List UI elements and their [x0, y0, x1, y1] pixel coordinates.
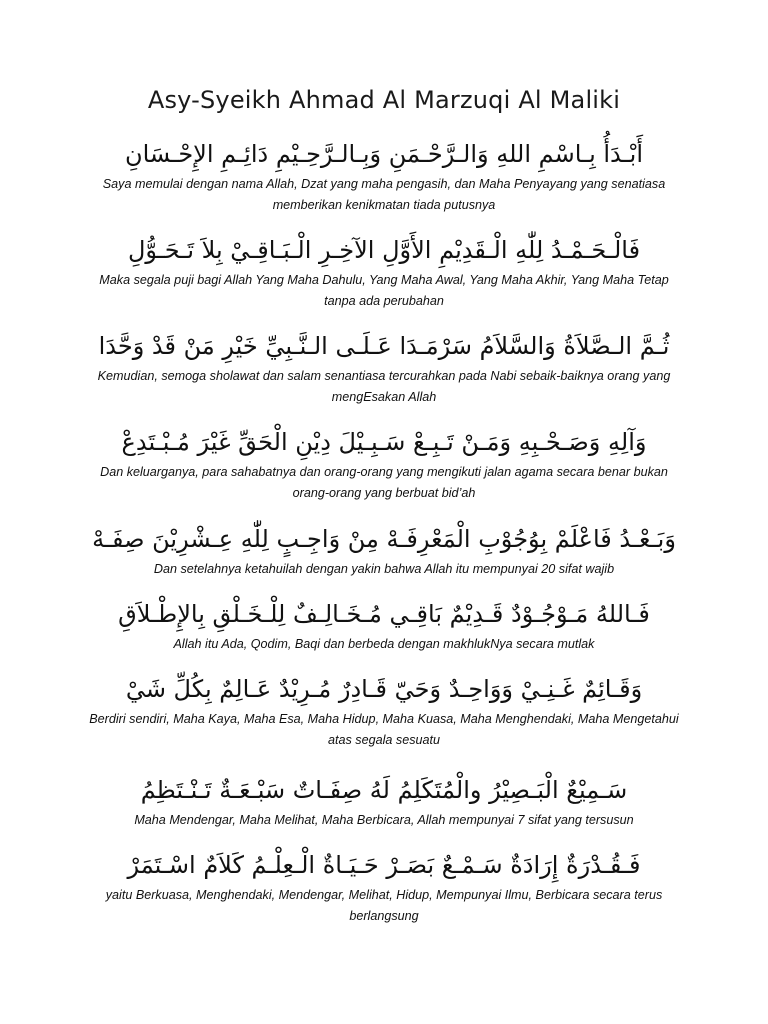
verse-6 — [84, 596, 684, 655]
verse-translation: Berdiri sendiri, Maha Kaya, Maha Esa, Maha Hidup, Maha Kuasa, Maha Menghendaki, Maha Mengetahui atas segala sesuatu — [89, 712, 679, 747]
page-title: Asy-Syeikh Ahmad Al Marzuqi Al Maliki — [147, 86, 621, 114]
verse-arabic-text: فَـاللهُ مَـوْجُـوْدٌ قَـدِيْمٌ بَاقِـي مُـخَـالِـفٌ لِلْـخَـلْقِ بِالإِطْـلاَقِ — [118, 600, 650, 628]
verse-translation: yaitu Berkuasa, Menghendaki, Mendengar, Melihat, Hidup, Mempunyai Ilmu, Berbicara secara terus berlangsung — [105, 888, 663, 923]
verse-arabic-text: وَآلِهِ وَصَـحْـبِهِ وَمَـنْ تَـبِـعْ سَـبِـيْلَ دِيْنِ الْحَقِّ غَيْرَ مُـبْـتَدِعْ — [121, 428, 647, 456]
verse-1 — [84, 136, 684, 216]
verse-translation: Maka segala puji bagi Allah Yang Maha Dahulu, Yang Maha Awal, Yang Maha Akhir, Yang Maha Tetap tanpa ada perubahan — [99, 273, 669, 308]
verse-translation: Allah itu Ada, Qodim, Baqi dan berbeda dengan makhlukNya secara mutlak — [173, 637, 595, 651]
verse-translation: Dan setelahnya ketahuilah dengan yakin bahwa Allah itu mempunyai 20 sifat wajib — [153, 562, 615, 576]
verse-5 — [84, 521, 684, 580]
verse-translation: Kemudian, semoga sholawat dan salam senantiasa tercurahkan pada Nabi sebaik-baiknya orang yang mengEsakan Allah — [97, 369, 671, 404]
verse-2 — [84, 232, 684, 312]
verse-translation: Maha Mendengar, Maha Melihat, Maha Berbicara, Allah mempunyai 7 sifat yang tersusun — [134, 813, 634, 827]
verse-translation: Dan keluarganya, para sahabatnya dan orang-orang yang mengikuti jalan agama secara benar bukan orang-orang yang berbuat bid’ah — [100, 465, 668, 500]
verse-3 — [84, 328, 684, 408]
verse-translation: Saya memulai dengan nama Allah, Dzat yang maha pengasih, dan Maha Penyayang yang senatiasa memberikan kenikmatan tiada putusnya — [102, 177, 666, 212]
verse-arabic-text: وَبَـعْـدُ فَاعْلَمْ بِوُجُوْبِ الْمَعْرِفَـهْ مِنْ وَاجِـبٍ لِلّٰهِ عِـشْرِيْنَ صِفَـهْ — [92, 525, 676, 553]
verse-arabic-text: سَـمِيْعٌ الْبَـصِيْرُ والْمُتَكَلِمُ لَهُ صِفَـاتٌ سَبْـعَـةٌ تَـنْـتَظِمُ — [140, 776, 628, 804]
verse-arabic-text: أَبْـدَأُ بِـاسْمِ اللهِ وَالـرَّحْـمَنِ وَبِـالـرَّحِـيْمِ دَائِـمِ الإِحْـسَانِ — [124, 140, 644, 168]
verse-arabic-text: وَقَـائِمٌ غَـنِـيْ وَوَاحِـدٌ وَحَيّ قَـادِرٌ مُـرِيْدٌ عَـالِمٌ بِكُلِّ شَيْ — [125, 675, 643, 703]
verse-9 — [84, 847, 684, 927]
verse-7 — [84, 671, 684, 751]
verse-arabic-text: فَـقُـدْرَةٌ إِرَادَةٌ سَـمْـعٌ بَصَـرْ حَـيَـاةٌ الْـعِلْـمُ كَلاَمٌ اسْـتَمَرْ — [127, 851, 641, 879]
verse-arabic-text: ثُـمَّ الـصَّلاَةُ وَالسَّلاَمُ سَرْمَـدَا عَـلَـى الـنَّـبِيِّ خَيْرِ مَنْ قَدْ وَحَّدَا — [98, 332, 670, 360]
verse-8 — [84, 772, 684, 831]
verse-arabic-text: فَالْـحَـمْـدُ لِلّٰهِ الْـقَدِيْمِ الأَوَّلِ الآخِـرِ الْـبَـاقِـيْ بِلاَ تَـحَـوُّلِ — [127, 236, 641, 264]
verse-4 — [84, 424, 684, 504]
